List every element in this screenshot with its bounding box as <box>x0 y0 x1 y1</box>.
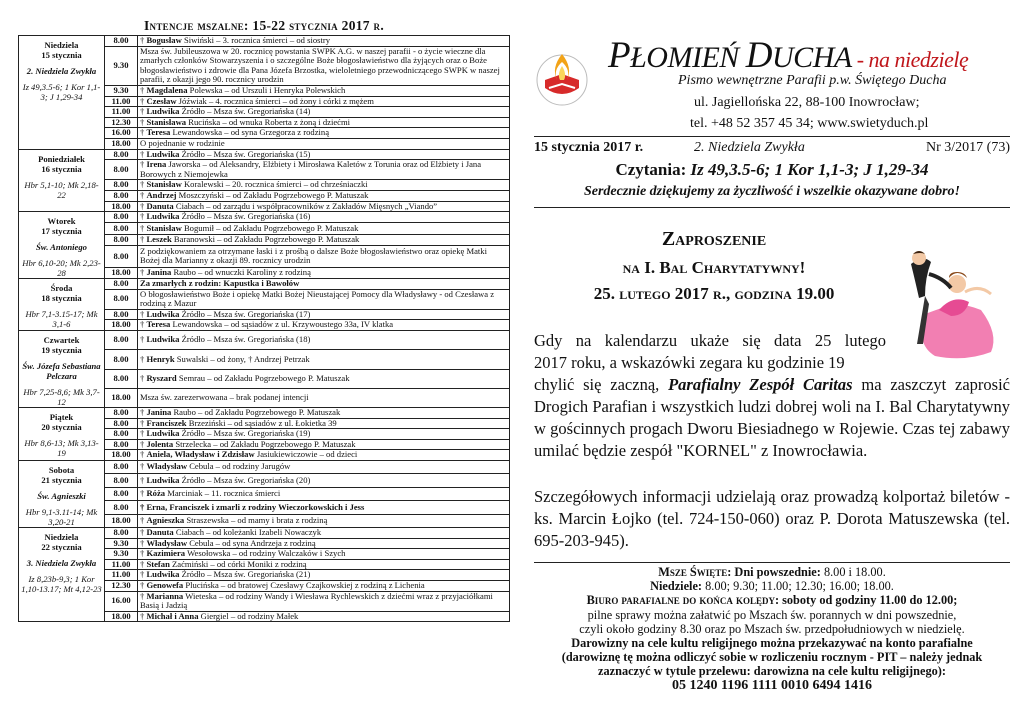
contact: tel. +48 52 357 45 34; www.swietyduch.pl <box>690 116 929 131</box>
mass-intention: † Władysław Cebula – od syna Andrzeja z rodziną <box>138 538 510 549</box>
mass-intention: † Ludwika Źródło – Msza św. Gregoriańska (20) <box>138 474 510 487</box>
bank-account: 05 1240 1196 1111 0010 6494 1416 <box>672 677 872 693</box>
mass-intention: Z podziękowaniem za otrzymane łaski i z prośbą o dalsze Boże błogosławieństwo oraz opiekę Matki Bożej dla Marianny z okazji 89. rocznicy urodzin <box>138 246 510 268</box>
table-row <box>19 279 510 290</box>
day-readings: Hbr 7,25-8,6; Mk 3,7-12 <box>23 387 100 408</box>
mass-intention: † Danuta Ciabach – od zarządu i współpracowników z Zakładów Mięsnych „Viando” <box>138 201 510 212</box>
mass-intention: † Janina Raubo – od Zakładu Pogrzebowego P. Matuszak <box>138 408 510 419</box>
day-name: Piątek <box>49 412 74 423</box>
mass-time: 8.00 <box>105 309 138 320</box>
mass-intention: † Henryk Suwalski – od żony, † Andrzej Petrzak <box>138 350 510 369</box>
day-readings: Hbr 6,10-20; Mk 2,23-28 <box>22 258 101 279</box>
mass-intention: † Andrzej Moszczyński – od Zakładu Pogrzebowego P. Matuszak <box>138 190 510 201</box>
mass-time: 9.30 <box>105 85 138 96</box>
mass-intention: † Teresa Lewandowska – od syna Grzegorza z rodziną <box>138 128 510 139</box>
mass-intention: † Michał i Anna Giergiel – od rodziny Małek <box>138 611 510 622</box>
day-name: Niedziela <box>44 40 79 50</box>
mass-time: 18.00 <box>105 514 138 527</box>
mass-intention: † Aniela, Władysław i Zdzisław Jasiukiewiczowie – od dzieci <box>138 450 510 461</box>
mass-time: 11.00 <box>105 96 138 107</box>
mass-time: 8.00 <box>105 474 138 487</box>
tagline: Pismo wewnętrzne Parafii p.w. Świętego Ducha <box>678 73 947 88</box>
mass-intention: † Ludwika Źródło – Msza św. Gregoriańska (21) <box>138 570 510 581</box>
mass-time: 8.00 <box>105 369 138 388</box>
mass-time: 18.00 <box>105 320 138 331</box>
mass-time: 8.00 <box>105 528 138 539</box>
mass-schedule <box>18 16 510 622</box>
mass-time: 8.00 <box>105 487 138 500</box>
day-date: 22 stycznia <box>41 542 82 553</box>
table-row <box>19 408 510 419</box>
mass-intention: O pojednanie w rodzinie <box>138 138 510 149</box>
table-row <box>19 149 510 160</box>
table-row <box>19 212 510 223</box>
day-readings: Iz 8,23b-9,3; 1 Kor 1,10-13.17; Mt 4,12-23 <box>21 574 102 595</box>
day-feast: Św. Józefa Sebastiana Pelczara <box>22 361 101 382</box>
mass-time: 12.30 <box>105 581 138 592</box>
mass-time: 8.00 <box>105 418 138 429</box>
issue-sunday: 2. Niedziela Zwykła <box>694 140 805 155</box>
day-date: 16 stycznia <box>41 163 82 174</box>
mass-time: 8.00 <box>105 350 138 369</box>
day-feast: Św. Agnieszki <box>37 491 86 502</box>
divider <box>534 207 1010 208</box>
day-readings: Hbr 8,6-13; Mk 3,13-19 <box>24 438 99 459</box>
mass-intention: † Stanisław Koralewski – 20. rocznica śmierci – od chrześniaczki <box>138 180 510 191</box>
mass-time: 18.00 <box>105 388 138 407</box>
parish-info: Msze Święte: Dni powszednie: 8.00 i 18.00. Niedziele: 8.00; 9.30; 11.00; 12.30; 16.00; 18.00. Biuro parafialne do końca kolędy: soboty od godziny 11.00 do 12.00; pilne sprawy można załatwić po Mszach św. porannych w dni powszednie, czyli około godziny 8.30 oraz po Mszach św. przedpołudniowych w niedzielę. Darowizny na cele kultu religijnego można przekazywać na konto parafialne (darowiznę tę można odliczyć sobie w rozliczeniu rocznym - PIT – należy jednak zaznaczyć w tytule przelewu: darowizna na cele kultu religijnego): 05 1240 1196 1111 0010 6494 1416 <box>534 565 1010 693</box>
mass-intention: † Ludwika Źródło – Msza św. Gregoriańska (18) <box>138 331 510 350</box>
mass-time: 8.00 <box>105 461 138 474</box>
mass-time: 18.00 <box>105 267 138 278</box>
mass-time: 8.00 <box>105 160 138 180</box>
day-name: Wtorek <box>47 216 76 227</box>
mass-intention: † Janina Raubo – od wnuczki Karoliny z rodziną <box>138 267 510 278</box>
mass-time: 8.00 <box>105 331 138 350</box>
day-name: Poniedziałek <box>38 153 85 164</box>
article-subheading: na I. Bal Charytatywny! <box>622 258 806 277</box>
mass-time: 8.00 <box>105 439 138 450</box>
mass-time: 8.00 <box>105 289 138 309</box>
mass-time: 8.00 <box>105 234 138 245</box>
day-cell <box>19 331 105 408</box>
mass-time: 8.00 <box>105 246 138 268</box>
mass-intention: † Ludwika Źródło – Msza św. Gregoriańska (19) <box>138 429 510 440</box>
mass-intention: Msza św. zarezerwowana – brak podanej intencji <box>138 388 510 407</box>
mass-intention: † Teresa Lewandowska – od sąsiadów z ul. Krzywoustego 33a, IV klatka <box>138 320 510 331</box>
day-cell <box>19 408 105 461</box>
mass-intention: † Władysław Cebula – od rodziny Jarugów <box>138 461 510 474</box>
day-cell <box>19 212 105 279</box>
mass-time: 8.00 <box>105 149 138 160</box>
divider <box>534 136 1010 137</box>
table-row <box>19 36 510 47</box>
day-name: Środa <box>50 283 73 294</box>
mass-intention: † Erna, Franciszek i zmarli z rodziny Wieczorkowskich i Jess <box>138 501 510 514</box>
mass-intention: † Stefan Zaćmiński – od córki Moniki z rodziną <box>138 559 510 570</box>
mass-intention: † Magdalena Polewska – od Urszuli i Henryka Polewskich <box>138 85 510 96</box>
mass-intention: † Jolenta Strzelecka – od Zakładu Pogrzebowego P. Matuszak <box>138 439 510 450</box>
mass-intention: † Bogusław Siwiński – 3. rocznica śmierci – od siostry <box>138 36 510 47</box>
day-cell <box>19 461 105 528</box>
mass-time: 8.00 <box>105 501 138 514</box>
mass-intention: † Irena Jaworska – od Aleksandry, Elżbiety i Mirosława Kaletów z Torunia oraz od Elżbiety i Jana Borowych z Niemojewka <box>138 160 510 180</box>
mass-intention: † Danuta Ciabach – od koleżanki Izabeli Nowaczyk <box>138 528 510 539</box>
table-row <box>19 461 510 474</box>
day-cell <box>19 149 105 212</box>
day-date: 15 stycznia <box>41 50 82 60</box>
issue-number: Nr 3/2017 (73) <box>926 140 1010 155</box>
mass-intention: † Ludwika Źródło – Msza św. Gregoriańska (16) <box>138 212 510 223</box>
mass-table <box>18 35 510 622</box>
mass-intention: † Róża Marciniak – 11. rocznica śmierci <box>138 487 510 500</box>
mass-time: 16.00 <box>105 128 138 139</box>
mass-time: 16.00 <box>105 591 138 611</box>
mass-intention: † Ryszard Semrau – od Zakładu Pogrzebowego P. Matuszak <box>138 369 510 388</box>
mass-intention: † Franciszek Brzeziński – od sąsiadów z ul. Łokietka 39 <box>138 418 510 429</box>
table-row <box>19 331 510 350</box>
mass-intention: † Ludwika Źródło – Msza św. Gregoriańska (17) <box>138 309 510 320</box>
day-name: Czwartek <box>43 335 80 346</box>
mass-time: 9.30 <box>105 538 138 549</box>
mass-time: 11.00 <box>105 570 138 581</box>
day-date: 18 stycznia <box>41 293 82 304</box>
day-name: Sobota <box>48 465 75 476</box>
day-cell <box>19 279 105 331</box>
mass-time: 12.30 <box>105 117 138 128</box>
day-date: 19 stycznia <box>41 345 82 356</box>
parish-logo-icon <box>535 44 589 118</box>
mass-intention: Za zmarłych z rodzin: Kapustka i Bawołów <box>138 279 510 290</box>
mass-time: 18.00 <box>105 138 138 149</box>
mass-intention: † Genowefa Plucińska – od bratowej Czesławy Czajkowskiej z rodziną z Lichenia <box>138 581 510 592</box>
day-feast: 2. Niedziela Zwykła <box>26 66 97 76</box>
mass-time: 8.00 <box>105 223 138 234</box>
day-readings: Hbr 9,1-3.11-14; Mk 3,20-21 <box>25 507 98 528</box>
mass-time: 8.00 <box>105 190 138 201</box>
mass-time: 18.00 <box>105 450 138 461</box>
day-cell <box>19 36 105 150</box>
mass-intention: † Czesław Jóźwiak – 4. rocznica śmierci – od żony i córki z mężem <box>138 96 510 107</box>
day-date: 17 stycznia <box>41 226 82 237</box>
mass-intention: † Stanisława Rucińska – od wnuka Roberta z żoną i dziećmi <box>138 117 510 128</box>
address: ul. Jagiellońska 22, 88-100 Inowrocław; <box>694 95 920 110</box>
masthead-title: PŁOMIEŃ DUCHA - na niedzielę <box>608 35 969 76</box>
day-readings: Hbr 7,1-3.15-17; Mk 3,1-6 <box>25 309 98 330</box>
mass-time: 11.00 <box>105 559 138 570</box>
article-paragraph-2: Szczegółowych informacji udzielają oraz prowadzą kolportaż biletów - ks. Marcin Łojko (tel. 724-150-060) oraz P. Dorota Matuszewska (tel. 695-203-945). <box>534 487 1010 550</box>
day-readings: Iz 49,3.5-6; 1 Kor 1,1-3; J 1,29-34 <box>22 82 101 102</box>
day-date: 20 stycznia <box>41 422 82 433</box>
day-readings: Hbr 5,1-10; Mk 2,18-22 <box>24 179 99 200</box>
day-feast: Św. Antoniego <box>36 242 87 253</box>
mass-time: 9.30 <box>105 46 138 85</box>
mass-intention: † Kazimiera Wesołowska – od rodziny Walczaków i Szych <box>138 549 510 560</box>
mass-intention: † Agnieszka Straszewska – od mamy i brata z rodziną <box>138 514 510 527</box>
day-feast: 3. Niedziela Zwykła <box>26 558 97 569</box>
mass-time: 8.00 <box>105 429 138 440</box>
mass-intention: † Marianna Wieteska – od rodziny Wandy i Wiesława Rychlewskich z dziećmi wraz z przyjaciółkami Basią i Jadzią <box>138 591 510 611</box>
mass-time: 8.00 <box>105 36 138 47</box>
day-cell <box>19 528 105 622</box>
mass-time: 18.00 <box>105 201 138 212</box>
table-row <box>19 528 510 539</box>
mass-intention: Msza św. Jubileuszowa w 20. rocznicę powstania SWPK A.G. w naszej parafii - o życie wieczne dla zmarłych członków Stowarzyszenia i o szczególne Boże błogosławieństwo dla żyjących oraz o Boże błogosławieństwo i zdrowie dla Pana Józefa Brzostka, wieloletniego przewodniczącego SWPK w naszej parafii, z okazji jego 90. rocznicy urodzin <box>138 46 510 85</box>
day-date: 21 stycznia <box>41 475 82 486</box>
mass-intention: † Stanisław Bogumił – od Zakładu Pogrzebowego P. Matuszak <box>138 223 510 234</box>
mass-intention: † Ludwika Źródło – Msza św. Gregoriańska (14) <box>138 107 510 118</box>
mass-intention: † Leszek Baranowski – od Zakładu Pogrzebowego P. Matuszak <box>138 234 510 245</box>
readings: Czytania: Iz 49,3.5-6; 1 Kor 1,1-3; J 1,29-34 <box>615 160 929 179</box>
article-paragraph-1: Gdy na kalendarzu ukaże się data 25 lutego 2017 roku, a wskazówki zegara ku godzinie 19 chylić się zaczną, Parafialny Zespół Caritas ma zaszczyt zaprosić Drogich Parafian i wszystkich ludzi dobrej woli na I. Bal Charytatywny w gościnnych progach Dworu Biesiadnego w Rojewie. Czas tej zabawy umilać będzie zespół "KORNEL" z Inowrocławia. <box>534 331 1010 460</box>
issue-date: 15 stycznia 2017 r. <box>534 140 644 155</box>
mass-time: 9.30 <box>105 549 138 560</box>
thanks: Serdecznie dziękujemy za życzliwość i wszelkie okazywane dobro! <box>583 184 961 199</box>
day-name: Niedziela <box>44 532 79 543</box>
divider <box>534 562 1010 563</box>
schedule-title: Intencje mszalne: 15-22 stycznia 2017 r. <box>143 18 385 33</box>
mass-time: 8.00 <box>105 212 138 223</box>
mass-time: 8.00 <box>105 180 138 191</box>
article-heading: Zaproszenie <box>661 228 767 250</box>
mass-time: 8.00 <box>105 408 138 419</box>
mass-intention: O błogosławieństwo Boże i opiekę Matki Bożej Nieustającej Pomocy dla Władysławy - od Czesława z rodziną z Mazur <box>138 289 510 309</box>
mass-time: 18.00 <box>105 611 138 622</box>
mass-time: 11.00 <box>105 107 138 118</box>
mass-intention: † Ludwika Źródło – Msza św. Gregoriańska (15) <box>138 149 510 160</box>
mass-time: 8.00 <box>105 279 138 290</box>
article-date: 25. lutego 2017 r., godzina 19.00 <box>593 284 835 303</box>
